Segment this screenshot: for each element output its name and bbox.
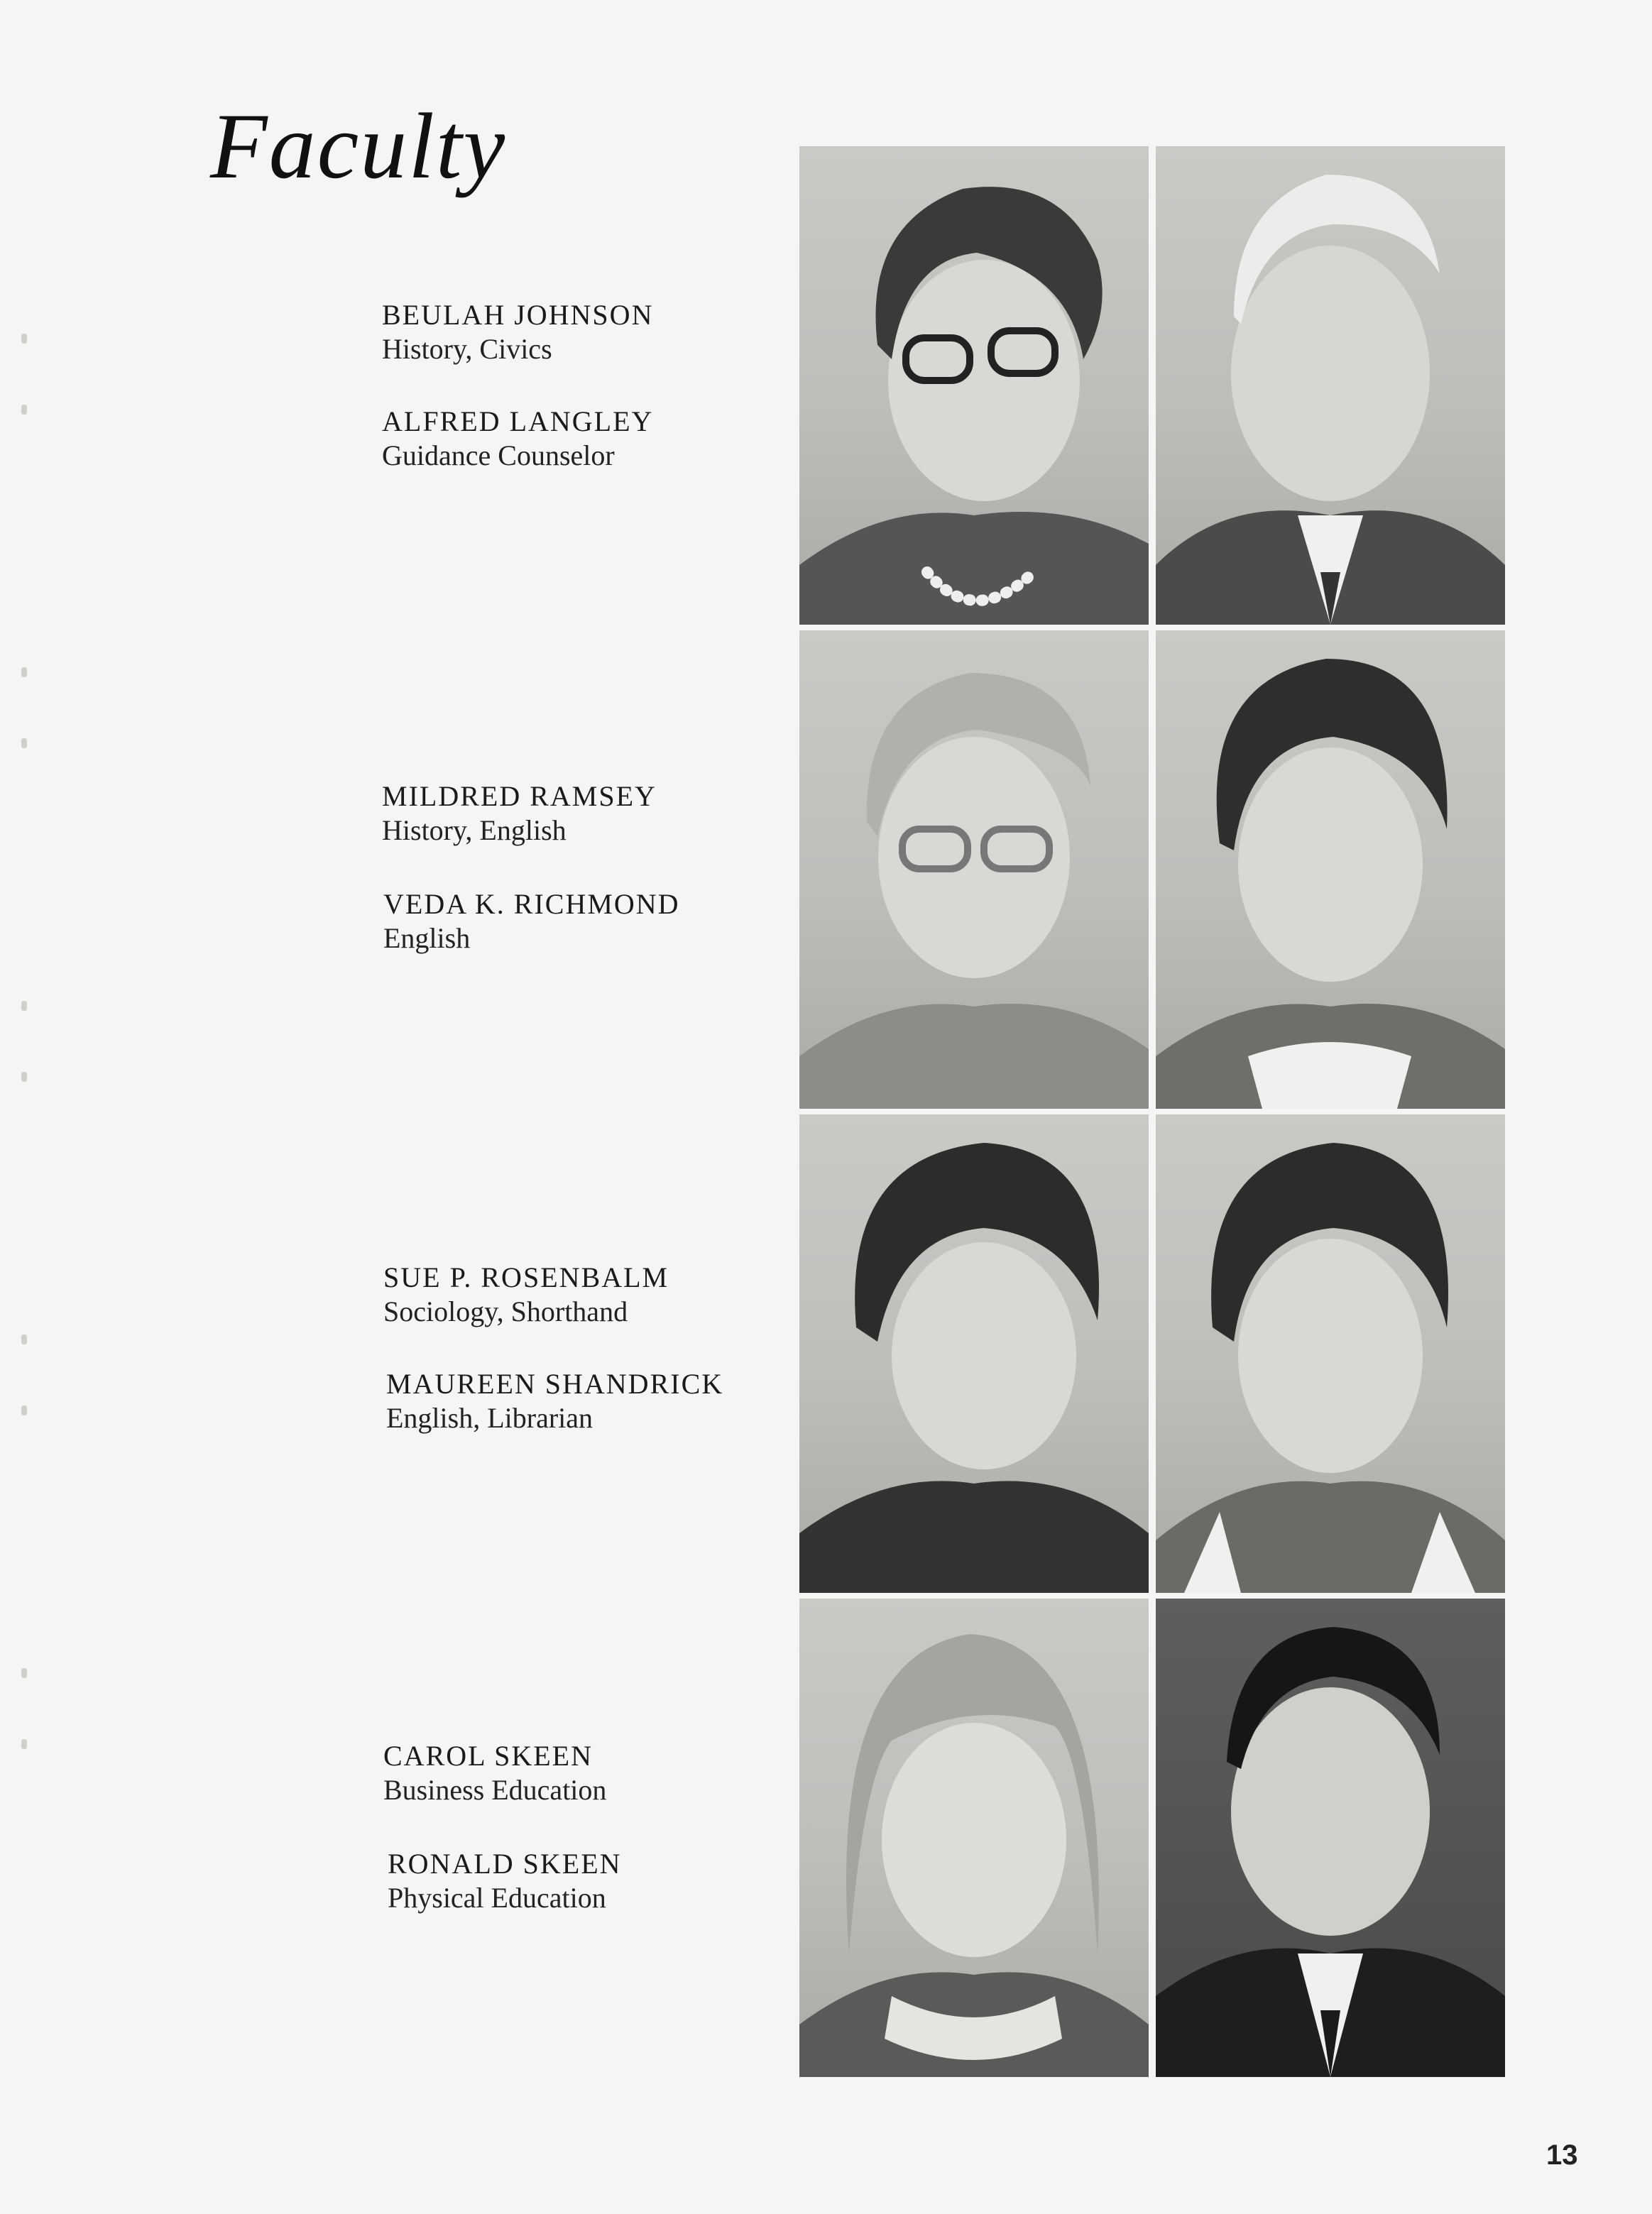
faculty-name: RONALD SKEEN bbox=[388, 1848, 622, 1880]
portrait-photo bbox=[1156, 630, 1505, 1109]
binder-mark bbox=[21, 1405, 27, 1415]
faculty-subject: English bbox=[383, 922, 471, 954]
faculty-entry bbox=[382, 298, 653, 366]
faculty-name: VEDA K. RICHMOND bbox=[383, 888, 680, 920]
portrait-photo bbox=[799, 1599, 1149, 2077]
faculty-name: ALFRED LANGLEY bbox=[382, 405, 654, 437]
portrait-photo bbox=[1156, 1114, 1505, 1593]
faculty-name: SUE P. ROSENBALM bbox=[383, 1261, 669, 1293]
faculty-subject: History, Civics bbox=[382, 333, 552, 365]
faculty-subject: Business Education bbox=[383, 1774, 607, 1806]
binder-mark bbox=[21, 1072, 27, 1082]
faculty-name: MILDRED RAMSEY bbox=[382, 780, 657, 812]
faculty-name: CAROL SKEEN bbox=[383, 1740, 593, 1772]
faculty-entry bbox=[386, 1367, 723, 1435]
portrait-photo bbox=[799, 146, 1149, 625]
binder-mark bbox=[21, 1001, 27, 1011]
faculty-name: BEULAH JOHNSON bbox=[382, 299, 654, 331]
faculty-entry bbox=[382, 405, 653, 473]
binder-mark bbox=[21, 738, 27, 748]
page-title: Faculty bbox=[210, 94, 507, 199]
faculty-name: MAUREEN SHANDRICK bbox=[386, 1368, 724, 1400]
faculty-entry bbox=[383, 1261, 669, 1329]
faculty-entry bbox=[383, 887, 680, 955]
binder-mark bbox=[21, 405, 27, 415]
faculty-subject: Physical Education bbox=[388, 1882, 606, 1914]
faculty-subject: History, English bbox=[382, 814, 567, 846]
faculty-entry bbox=[382, 779, 657, 848]
binder-mark bbox=[21, 1335, 27, 1344]
faculty-entry bbox=[388, 1847, 622, 1915]
portrait-photo bbox=[799, 630, 1149, 1109]
portrait-photo bbox=[1156, 146, 1505, 625]
binder-mark bbox=[21, 667, 27, 677]
binder-mark bbox=[21, 1668, 27, 1678]
binder-mark bbox=[21, 1739, 27, 1749]
faculty-subject: English, Librarian bbox=[386, 1402, 593, 1434]
portrait-photo bbox=[799, 1114, 1149, 1593]
portrait-photo bbox=[1156, 1599, 1505, 2077]
page-number: 13 bbox=[1546, 2139, 1578, 2171]
binder-mark bbox=[21, 334, 27, 344]
faculty-subject: Sociology, Shorthand bbox=[383, 1295, 628, 1327]
faculty-subject: Guidance Counselor bbox=[382, 439, 615, 471]
faculty-entry bbox=[383, 1739, 606, 1807]
